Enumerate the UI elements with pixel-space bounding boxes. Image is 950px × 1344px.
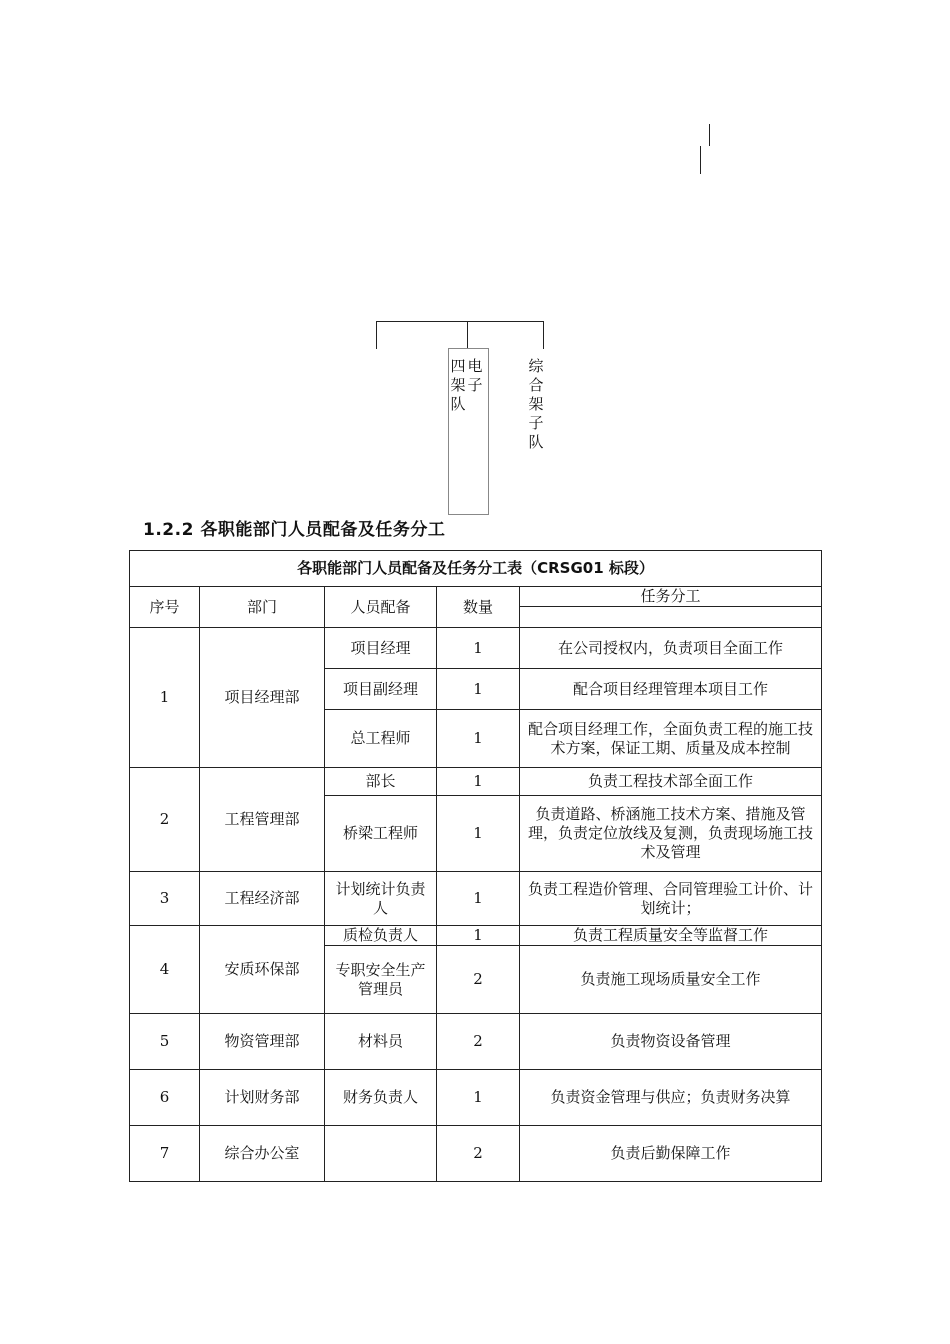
cell-index: 1	[130, 628, 200, 768]
section-heading: 1.2.2 各职能部门人员配备及任务分工	[143, 520, 446, 540]
cell-index: 2	[130, 768, 200, 872]
table-row	[130, 1126, 822, 1182]
cell-task: 负责物资设备管理	[520, 1014, 822, 1070]
header-task	[520, 587, 822, 628]
table-caption: 各职能部门人员配备及任务分工表（CRSG01 标段）	[130, 551, 822, 587]
cell-staff: 质检负责人	[325, 926, 437, 946]
table-row	[130, 628, 822, 669]
cell-staff: 项目经理	[325, 628, 437, 669]
cell-count: 1	[437, 628, 520, 669]
cell-task: 负责施工现场质量安全工作	[520, 946, 822, 1014]
team-electric-col0: 四 架 队	[450, 357, 466, 413]
cell-staff: 计划统计负责人	[325, 872, 437, 926]
cell-index: 4	[130, 926, 200, 1014]
cell-staff: 专职安全生产管理员	[325, 946, 437, 1014]
cell-task: 负责工程造价管理、合同管理验工计价、计划统计；	[520, 872, 822, 926]
chart-connector-top-1	[709, 124, 710, 146]
table-row	[130, 926, 822, 946]
cell-count: 2	[437, 1126, 520, 1182]
chart-branch-bar	[376, 321, 544, 322]
table-row	[130, 1014, 822, 1070]
table-row	[130, 1070, 822, 1126]
cell-department: 综合办公室	[200, 1126, 325, 1182]
cell-department: 计划财务部	[200, 1070, 325, 1126]
cell-index: 3	[130, 872, 200, 926]
cell-department: 工程经济部	[200, 872, 325, 926]
cell-task: 配合项目经理工作，全面负责工程的施工技术方案，保证工期、质量及成本控制	[520, 710, 822, 768]
cell-count: 1	[437, 669, 520, 710]
cell-staff: 桥梁工程师	[325, 796, 437, 872]
cell-staff: 项目副经理	[325, 669, 437, 710]
cell-department: 项目经理部	[200, 628, 325, 768]
header-task-label: 任务分工	[520, 587, 821, 607]
cell-count: 1	[437, 926, 520, 946]
cell-count: 1	[437, 872, 520, 926]
cell-task: 在公司授权内，负责项目全面工作	[520, 628, 822, 669]
table-row	[130, 768, 822, 796]
chart-connector-top-2	[700, 146, 701, 174]
cell-task: 负责后勤保障工作	[520, 1126, 822, 1182]
cell-count: 1	[437, 710, 520, 768]
cell-staff: 财务负责人	[325, 1070, 437, 1126]
cell-department: 物资管理部	[200, 1014, 325, 1070]
table-row	[130, 872, 822, 926]
header-count: 数量	[437, 587, 520, 628]
cell-staff	[325, 1126, 437, 1182]
cell-index: 7	[130, 1126, 200, 1182]
chart-branch-mid	[467, 321, 468, 349]
cell-index: 5	[130, 1014, 200, 1070]
cell-count: 1	[437, 768, 520, 796]
cell-count: 2	[437, 946, 520, 1014]
cell-task: 负责资金管理与供应；负责财务决算	[520, 1070, 822, 1126]
cell-count: 1	[437, 796, 520, 872]
cell-staff: 部长	[325, 768, 437, 796]
cell-task: 负责工程质量安全等监督工作	[520, 926, 822, 946]
cell-task: 负责工程技术部全面工作	[520, 768, 822, 796]
duty-table	[129, 550, 822, 1182]
team-electric-col1: 电 子	[467, 357, 483, 394]
cell-index: 6	[130, 1070, 200, 1126]
header-index: 序号	[130, 587, 200, 628]
chart-branch-right	[543, 321, 544, 349]
cell-staff: 总工程师	[325, 710, 437, 768]
header-department: 部门	[200, 587, 325, 628]
team-general-label: 综 合 架 子 队	[528, 357, 544, 451]
chart-branch-left	[376, 321, 377, 349]
cell-staff: 材料员	[325, 1014, 437, 1070]
cell-department: 安质环保部	[200, 926, 325, 1014]
cell-department: 工程管理部	[200, 768, 325, 872]
header-staff: 人员配备	[325, 587, 437, 628]
cell-task: 负责道路、桥涵施工技术方案、措施及管理，负责定位放线及复测，负责现场施工技术及管理	[520, 796, 822, 872]
cell-count: 1	[437, 1070, 520, 1126]
cell-count: 2	[437, 1014, 520, 1070]
cell-task: 配合项目经理管理本项目工作	[520, 669, 822, 710]
